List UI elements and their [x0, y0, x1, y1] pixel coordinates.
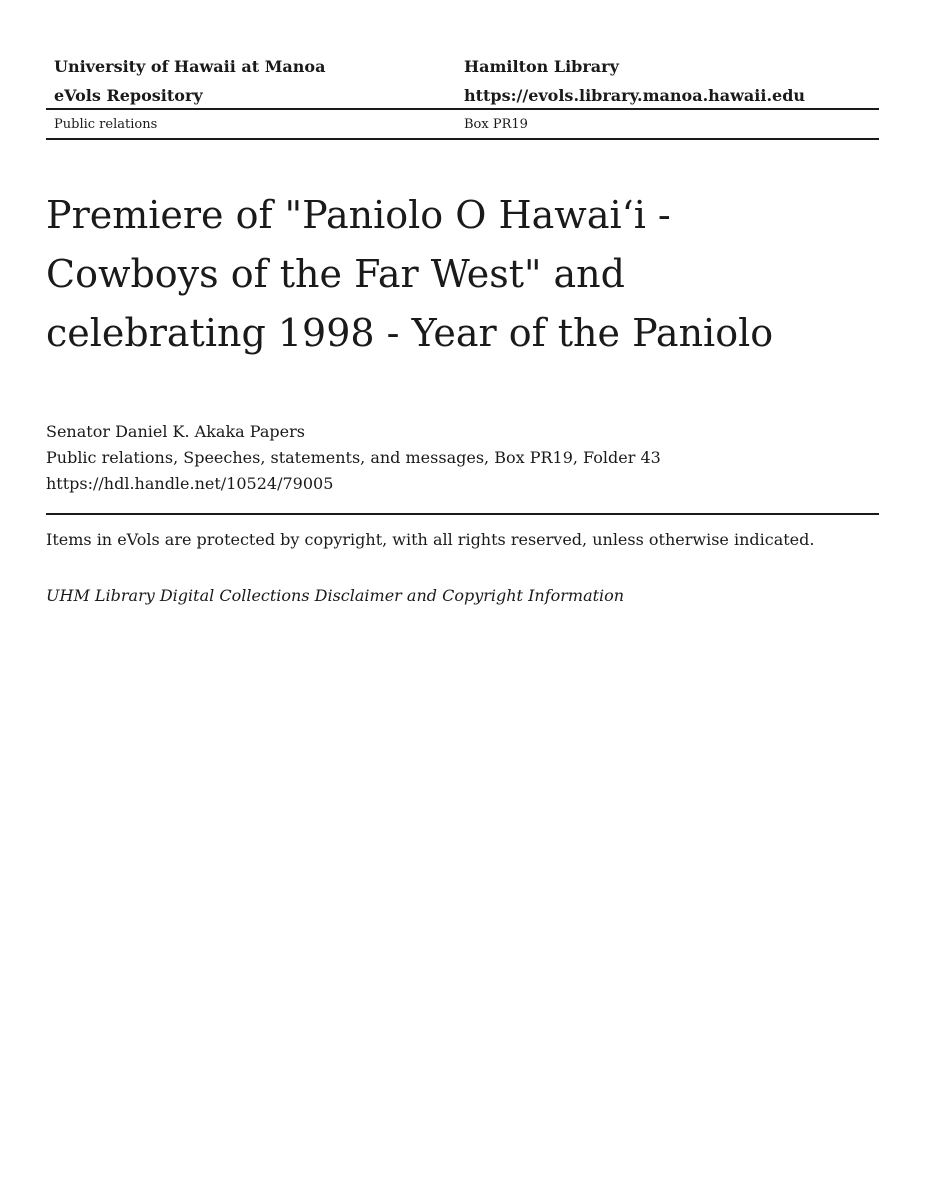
header-row-repository [46, 82, 879, 110]
institution-name: University of Hawaii at Manoa [54, 57, 326, 76]
divider [46, 513, 879, 515]
collection-series: Public relations [54, 117, 158, 132]
library-name: Hamilton Library [464, 57, 619, 76]
header-row-series [46, 110, 879, 140]
repository-url[interactable]: https://evols.library.manoa.hawaii.edu [464, 86, 806, 105]
header-table [46, 52, 879, 140]
document-title [46, 186, 879, 363]
folder-location: Public relations, Speeches, statements, and messages, Box PR19, Folder 43 [46, 448, 661, 467]
collection-name: Senator Daniel K. Akaka Papers [46, 422, 305, 441]
title-line-3: celebrating 1998 - Year of the Paniolo [46, 311, 774, 355]
header-row-top [46, 52, 879, 82]
rights-statement: Items in eVols are protected by copyright, with all rights reserved, unless otherwise indicated. [46, 530, 815, 549]
document-metadata [46, 419, 879, 497]
repository-name: eVols Repository [54, 86, 203, 105]
title-line-1: Premiere of "Paniolo O Hawai‘i - [46, 193, 671, 237]
disclaimer-link[interactable]: UHM Library Digital Collections Disclaimer and Copyright Information [46, 586, 625, 605]
box-label: Box PR19 [464, 117, 528, 132]
handle-link[interactable]: https://hdl.handle.net/10524/79005 [46, 474, 334, 493]
title-line-2: Cowboys of the Far West" and [46, 252, 625, 296]
